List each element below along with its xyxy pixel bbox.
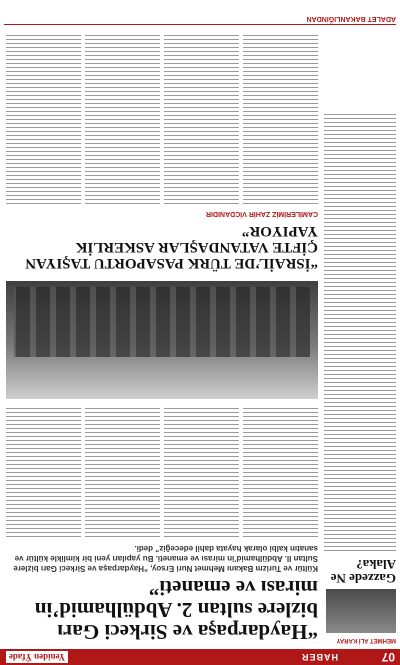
story-deck: Kültür ve Turizm Bakanı Mehmet Nuri Ersoy, “Haydarpaşa ve Sirkeci Garı bizlere Sultan II. Abdülhamid’in mirası ve emaneti. Bu yapıları yeni bir kimlikle kültür ve sanatın kalbi olarak hayata dahil edeceğiz” dedi. [13,544,318,573]
column-body-text [324,111,396,551]
story-body-text [6,407,318,537]
story-headline: “Haydarpaşa ve Sirkeci Garı bizlere sultan 2. Abdülhamid’in mirası ve emaneti” [34,576,318,644]
text-column [6,34,81,204]
column-title: Gazzede Ne Alaka? [330,557,396,586]
section-label: HABER [300,652,338,662]
text-column [85,407,160,537]
second-headline: “İSRAİL’DE TÜRK PASAPORTU TAŞIYAN ÇİFTE VATANDAŞLAR ASKERLİK YAPIYOR” [25,223,318,271]
footer-box [4,4,396,25]
columnist-name: MEHMET ALİ KARAY [336,637,396,643]
page-number: 07 [381,650,395,664]
box-title: CAMİLERİMİZ ZAHİR VİCDANIDIR [206,210,318,217]
text-column [243,407,318,537]
columnist-photo [326,589,396,633]
story-photo [6,281,318,399]
main-story [6,7,318,643]
text-column [164,34,239,204]
group-photo-figures [14,287,310,357]
text-column [85,34,160,204]
text-column [6,407,81,537]
opinion-column [324,7,396,643]
second-story-body-text [6,34,318,204]
newspaper-logo: Yeniden Ýfade [6,651,68,663]
text-column [243,34,318,204]
masthead-bar [0,649,400,665]
footer-title: ADALET BAKANLIĞINDAN [306,15,396,22]
text-column [164,407,239,537]
